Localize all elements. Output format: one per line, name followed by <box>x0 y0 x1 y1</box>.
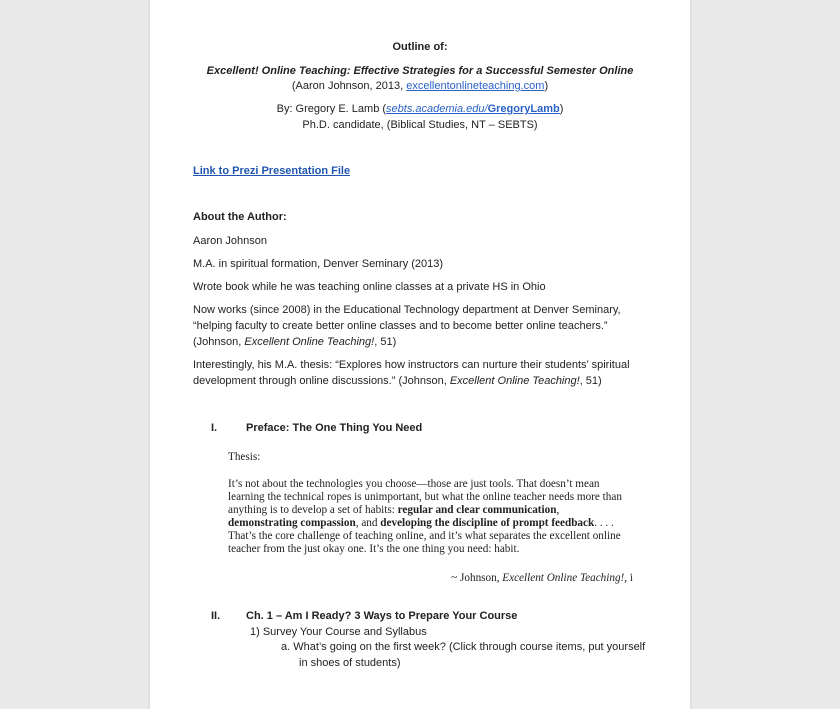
about-heading: About the Author: <box>193 211 287 223</box>
by-suffix: ) <box>559 103 564 115</box>
quote-attribution <box>451 571 633 586</box>
attr-b: Excellent Online Teaching! <box>502 572 625 584</box>
cite-prefix: (Johnson, <box>193 336 245 348</box>
book-citation-suffix: ) <box>544 80 549 92</box>
academia-link[interactable]: sebts.academia.edu/ <box>386 103 488 115</box>
outline-label: Outline of: <box>392 41 448 53</box>
thesis-prefix: development through online discussions.” (Johnson, <box>193 375 450 387</box>
cite-title: Excellent Online Teaching! <box>244 336 375 348</box>
section-2-item-1a-line-2: in shoes of students) <box>299 657 401 669</box>
academia-link-name[interactable]: GregoryLamb <box>487 103 560 115</box>
book-citation-prefix: (Aaron Johnson, 2013, <box>291 80 407 92</box>
section-2-item-1a-line-1: a. What’s going on the first week? (Click through course items, put yourself <box>281 641 646 653</box>
section-2-title: Ch. 1 – Am I Ready? 3 Ways to Prepare Your Course <box>246 610 518 622</box>
document-page <box>150 0 690 709</box>
quote-4d: . . . . <box>594 517 614 529</box>
book-site-link[interactable]: excellentonlineteaching.com <box>406 80 545 92</box>
quote-3a: anything is to develop a set of habits: <box>228 504 398 516</box>
about-now-works-2: “helping faculty to create better online classes and to become better online teachers.” <box>193 320 608 332</box>
about-name: Aaron Johnson <box>193 235 267 247</box>
about-thesis-1: Interestingly, his M.A. thesis: “Explores how instructors can nurture their students’ spiritual <box>193 359 630 371</box>
section-1-title: Preface: The One Thing You Need <box>246 422 423 434</box>
about-degree: M.A. in spiritual formation, Denver Seminary (2013) <box>193 258 444 270</box>
quote-3b: regular and clear communication <box>397 504 557 516</box>
attr-c: , i <box>624 572 633 584</box>
attr-a: ~ Johnson, <box>451 572 503 584</box>
about-now-works-1: Now works (since 2008) in the Educational Technology department at Denver Seminary, <box>193 304 621 316</box>
about-wrote: Wrote book while he was teaching online classes at a private HS in Ohio <box>193 281 546 293</box>
quote-4c: developing the discipline of prompt feedback <box>380 517 595 529</box>
quote-4b: , and <box>355 517 381 529</box>
quote-line-1: It’s not about the technologies you choose—those are just tools. That doesn’t mean <box>228 478 600 490</box>
quote-3c: , <box>556 504 560 516</box>
thesis-title: Excellent Online Teaching! <box>449 375 580 387</box>
about-now-works-3 <box>193 335 396 349</box>
about-thesis-2 <box>193 374 602 388</box>
by-prefix: By: Gregory E. Lamb ( <box>276 103 387 115</box>
quote-4a: demonstrating compassion <box>228 517 356 529</box>
thesis-label: Thesis: <box>228 451 261 463</box>
book-title: Excellent! Online Teaching: Effective Strategies for a Successful Semester Online <box>206 65 634 77</box>
section-2-item-1: 1) Survey Your Course and Syllabus <box>250 626 427 638</box>
book-citation <box>150 79 690 93</box>
section-2-numeral: II. <box>211 610 221 622</box>
quote-line-5: That’s the core challenge of teaching online, and it’s what separates the excellent online <box>228 530 621 542</box>
quote-line-2: learning the technical ropes is unimportant, but what the online teacher needs more than <box>228 491 622 503</box>
thesis-suffix: , 51) <box>579 375 602 387</box>
prezi-link[interactable]: Link to Prezi Presentation File <box>193 165 351 177</box>
section-1-numeral: I. <box>211 422 218 434</box>
author-byline <box>150 102 690 116</box>
author-credential: Ph.D. candidate, (Biblical Studies, NT – SEBTS) <box>302 119 538 131</box>
cite-suffix: , 51) <box>374 336 397 348</box>
quote-line-6: teacher from the just okay one. It’s the one thing you need: habit. <box>228 543 520 555</box>
